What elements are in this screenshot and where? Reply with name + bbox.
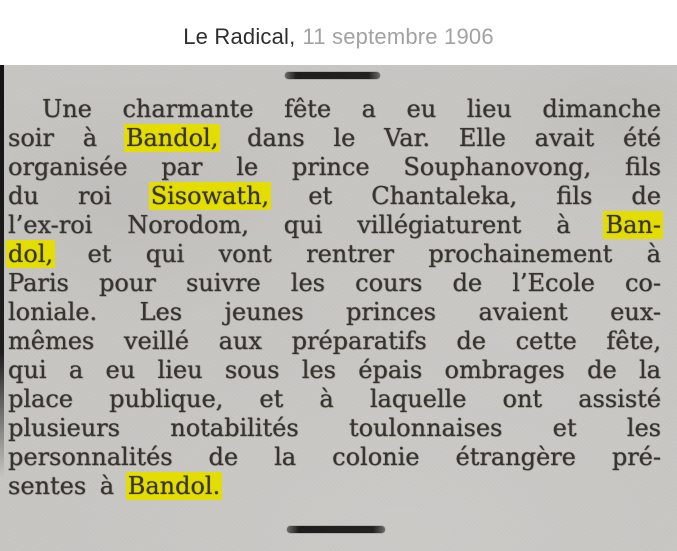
text-segment: soir à — [8, 124, 126, 152]
text-segment: loniale. Les jeunes princes avaient eux- — [8, 298, 661, 326]
text-segment: Paris pour suivre les cours de l’Ecole co- — [8, 269, 661, 297]
article-line — [8, 385, 661, 414]
article-line — [8, 182, 661, 211]
bottom-divider-dash — [287, 526, 385, 533]
publication-date: 11 septembre 1906 — [302, 23, 494, 49]
article-line — [8, 211, 661, 240]
article-line — [8, 124, 661, 153]
highlighted-term: Bandol. — [127, 472, 221, 500]
article-line — [8, 327, 661, 356]
newspaper-scan — [0, 65, 677, 551]
text-segment: du roi — [8, 182, 151, 210]
text-segment: sentes à — [8, 472, 128, 500]
text-segment: personnalités de la colonie étrangère pré- — [8, 443, 661, 471]
top-divider-dash — [285, 72, 380, 79]
highlighted-term: dol, — [8, 240, 54, 268]
text-segment: l’ex-roi Norodom, qui villégiaturent à — [8, 211, 606, 239]
article-line — [8, 356, 661, 385]
text-segment: qui a eu lieu sous les épais ombrages de la — [8, 356, 661, 384]
article-line — [8, 95, 661, 124]
highlighted-term: Bandol, — [125, 124, 219, 152]
article-line — [8, 240, 661, 269]
article-caption — [0, 0, 677, 65]
text-segment: mêmes veillé aux préparatifs de cette fête, — [8, 327, 661, 355]
text-segment: et Chantaleka, fils de — [269, 182, 661, 210]
highlighted-term: Sisowath, — [150, 182, 270, 210]
article-line — [8, 298, 661, 327]
text-segment: organisée par le prince Souphanovong, fils — [8, 153, 661, 181]
article-line — [8, 472, 661, 501]
article-line — [8, 414, 661, 443]
text-segment: et qui vont rentrer prochainement à — [53, 240, 661, 268]
source-title: Le Radical, — [183, 23, 296, 49]
article-line — [8, 269, 661, 298]
highlighted-term: Ban- — [605, 211, 661, 239]
text-segment: place publique, et à laquelle ont assisté — [8, 385, 661, 413]
scan-edge-shadow — [0, 65, 4, 477]
text-segment: Une charmante fête a eu lieu dimanche — [42, 95, 661, 123]
article-text — [8, 95, 661, 501]
text-segment: dans le Var. Elle avait été — [218, 124, 661, 152]
article-line — [8, 443, 661, 472]
article-line — [8, 153, 661, 182]
text-segment: plusieurs notabilités toulonnaises et les — [8, 414, 661, 442]
